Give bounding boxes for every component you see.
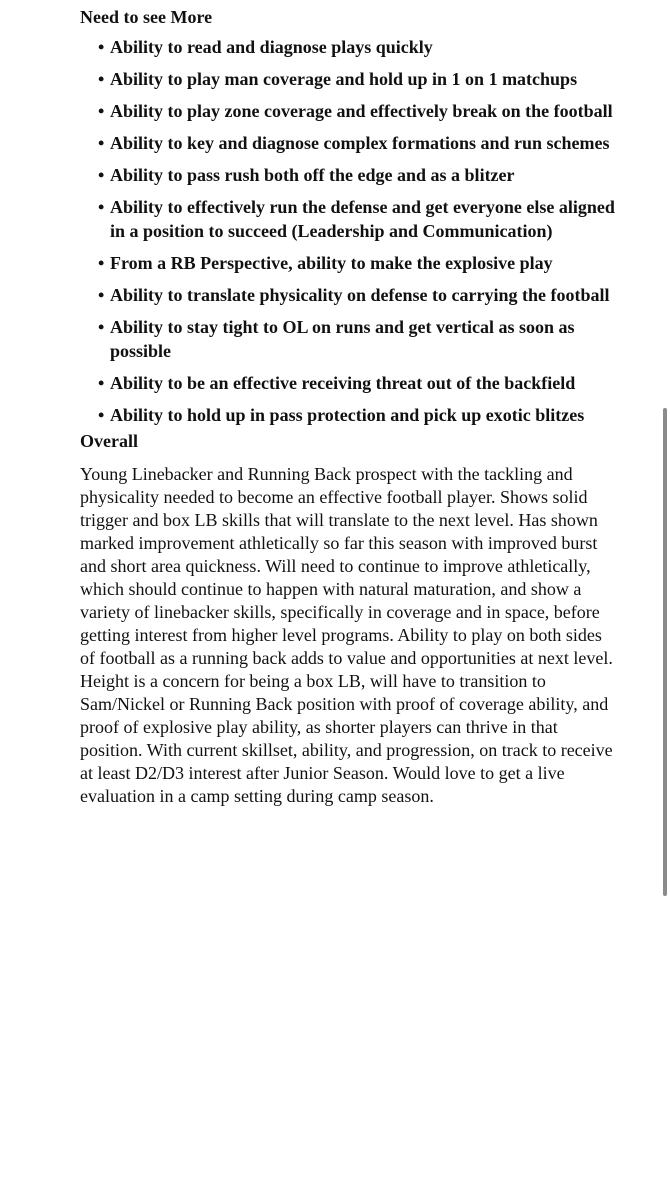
list-item-text: Ability to play man coverage and hold up in 1 on 1 matchups — [110, 69, 578, 89]
list-item-text: Ability to key and diagnose complex formations and run schemes — [110, 133, 610, 153]
list-item-text: Ability to hold up in pass protection and pick up exotic blitzes — [110, 405, 585, 425]
list-item — [80, 35, 620, 59]
list-item-text: Ability to pass rush both off the edge and as a blitzer — [110, 165, 515, 185]
list-item — [80, 251, 620, 275]
list-item — [80, 315, 620, 363]
need-to-see-more-list — [80, 35, 620, 427]
bullet-icon: • — [98, 165, 105, 185]
list-item — [80, 163, 620, 187]
list-item — [80, 195, 620, 243]
list-item-text: Ability to be an effective receiving threat out of the backfield — [110, 373, 576, 393]
bullet-icon: • — [98, 133, 105, 153]
bullet-icon: • — [98, 101, 105, 121]
bullet-icon: • — [98, 405, 105, 425]
vertical-scrollbar[interactable] — [663, 408, 667, 896]
document-body — [80, 6, 620, 808]
bullet-icon: • — [98, 317, 105, 337]
list-item-text: Ability to effectively run the defense and get everyone else aligned in a position to succeed (Leadership and Communication) — [110, 197, 615, 241]
list-item — [80, 131, 620, 155]
list-item — [80, 283, 620, 307]
bullet-icon: • — [98, 37, 105, 57]
list-item — [80, 403, 620, 427]
list-item-text: Ability to translate physicality on defense to carrying the football — [110, 285, 610, 305]
list-item — [80, 67, 620, 91]
list-item-text: From a RB Perspective, ability to make the explosive play — [110, 253, 553, 273]
list-item-text: Ability to stay tight to OL on runs and get vertical as soon as possible — [110, 317, 575, 361]
bullet-icon: • — [98, 285, 105, 305]
bullet-icon: • — [98, 197, 105, 217]
list-item-text: Ability to read and diagnose plays quickly — [110, 37, 433, 57]
bullet-icon: • — [98, 253, 105, 273]
bullet-icon: • — [98, 373, 105, 393]
need-to-see-more-heading: Need to see More — [80, 7, 213, 27]
list-item — [80, 99, 620, 123]
list-item — [80, 371, 620, 395]
overall-heading: Overall — [80, 431, 138, 451]
list-item-text: Ability to play zone coverage and effectively break on the football — [110, 101, 613, 121]
bullet-icon: • — [98, 69, 105, 89]
overall-paragraph: Young Linebacker and Running Back prospect with the tackling and physicality needed to become an effective football player. Shows solid trigger and box LB skills that will translate to the next level. Has shown marked improvement athletically so far this season with improved burst and short area quickness. Will need to continue to improve athletically, which should continue to happen with natural maturation, and show a variety of linebacker skills, specifically in coverage and in space, before getting interest from higher level programs. Ability to play on both sides of football as a running back adds to value and opportunities at next level. Height is a concern for being a box LB, will have to transition to Sam/Nickel or Running Back position with proof of coverage ability, and proof of explosive play ability, as shorter players can thrive in that position. With current skillset, ability, and progression, on track to receive at least D2/D3 interest after Junior Season. Would love to get a live evaluation in a camp setting during camp season. — [80, 464, 613, 806]
